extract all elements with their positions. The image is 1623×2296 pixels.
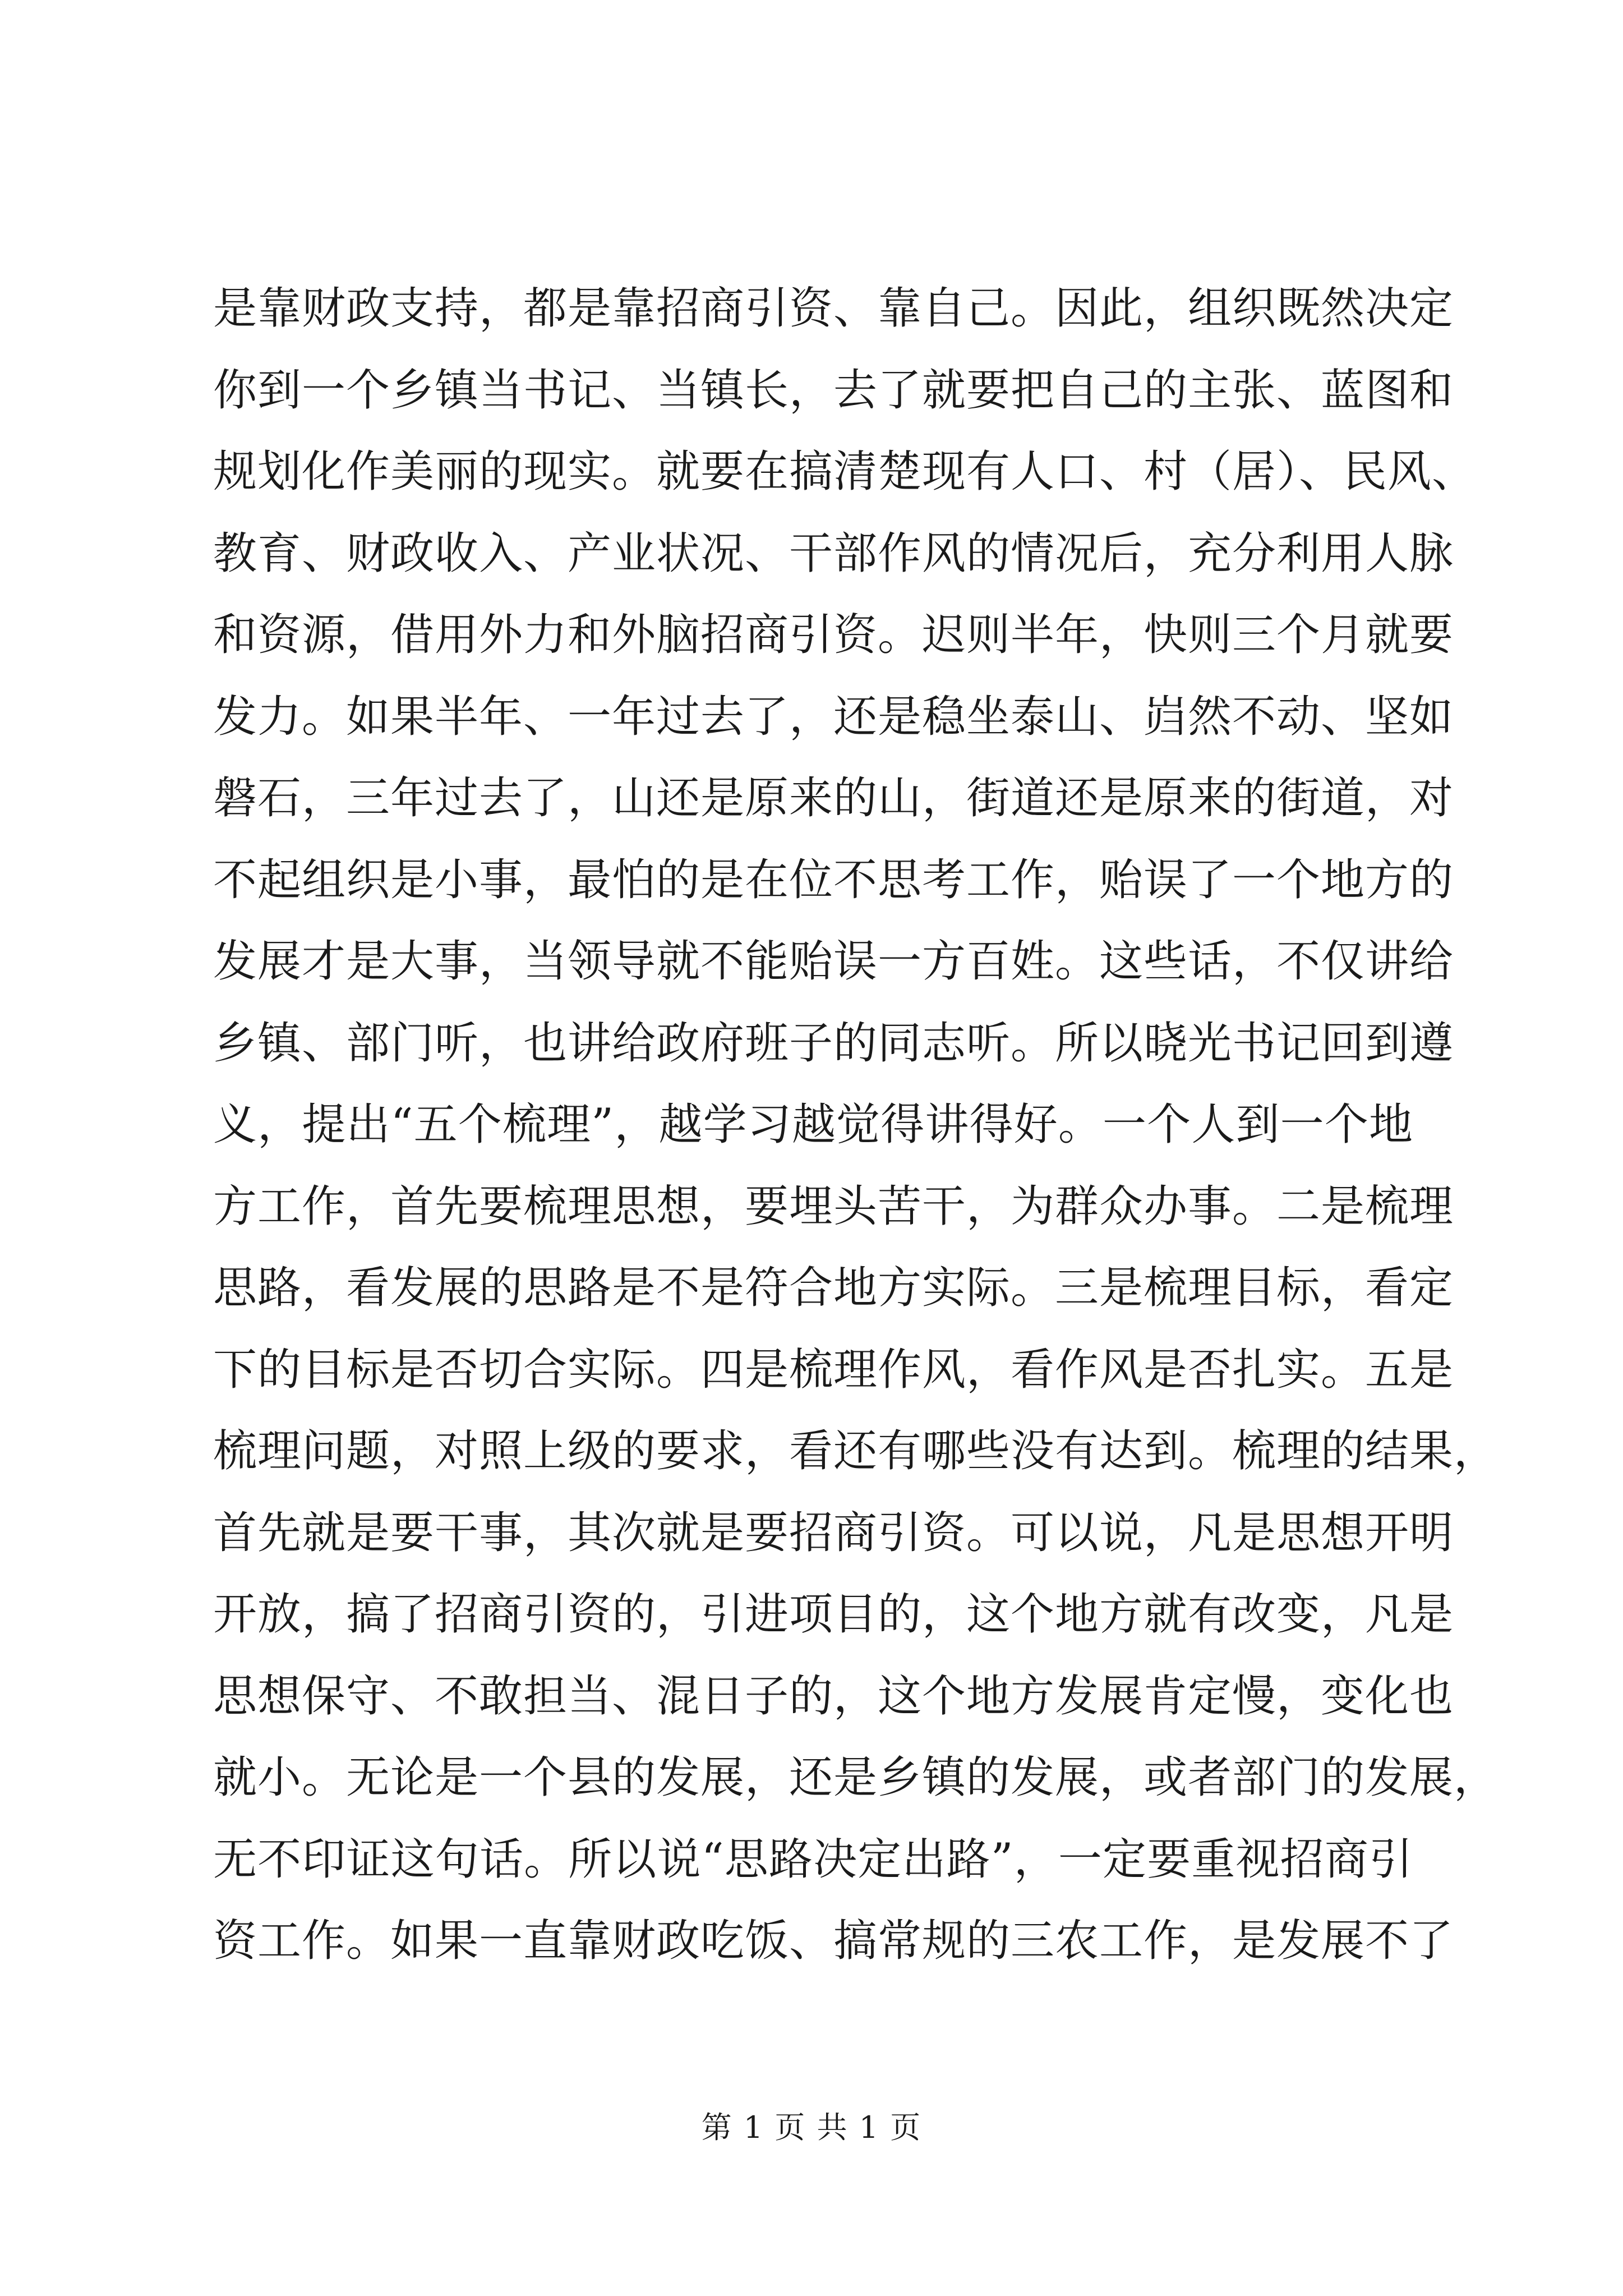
text-line-13: 思路，看发展的思路是不是符合地方实际。三是梳理目标，看定 [213, 1263, 1454, 1313]
page-footer [0, 2108, 1623, 2147]
body-text [213, 268, 1498, 1982]
text-line-20: 无不印证这句话。所以说“思路决定出路”，一定要重视招商引 [213, 1834, 1413, 1885]
text-line-6: 发力。如果半年、一年过去了，还是稳坐泰山、岿然不动、坚如 [213, 691, 1454, 742]
text-line-11: 义，提出“五个梳理”，越学习越觉得讲得好。一个人到一个地 [213, 1099, 1413, 1150]
text-line-8: 不起组织是小事，最怕的是在位不思考工作，贻误了一个地方的 [213, 854, 1454, 905]
text-line-15: 梳理问题，对照上级的要求，看还有哪些没有达到。梳理的结果， [213, 1426, 1498, 1476]
text-line-21: 资工作。如果一直靠财政吃饭、搞常规的三农工作，是发展不了 [213, 1916, 1454, 1966]
text-line-4: 教育、财政收入、产业状况、干部作风的情况后，充分利用人脉 [213, 528, 1454, 579]
text-line-10: 乡镇、部门听，也讲给政府班子的同志听。所以晓光书记回到遵 [213, 1018, 1454, 1069]
text-line-14: 下的目标是否切合实际。四是梳理作风，看作风是否扎实。五是 [213, 1344, 1454, 1395]
text-line-1: 是靠财政支持，都是靠招商引资、靠自己。因此，组织既然决定 [213, 283, 1454, 334]
text-line-2: 你到一个乡镇当书记、当镇长，去了就要把自己的主张、蓝图和 [213, 365, 1454, 416]
text-line-7: 磐石，三年过去了，山还是原来的山，街道还是原来的街道，对 [213, 773, 1454, 823]
text-line-17: 开放，搞了招商引资的，引进项目的，这个地方就有改变，凡是 [213, 1589, 1454, 1640]
text-line-3: 规划化作美丽的现实。就要在搞清楚现有人口、村（居）、民风、 [213, 447, 1477, 497]
text-line-12: 方工作，首先要梳理思想，要埋头苦干，为群众办事。二是梳理 [213, 1181, 1454, 1232]
text-line-19: 就小。无论是一个县的发展，还是乡镇的发展，或者部门的发展， [213, 1752, 1498, 1803]
page-number-label: 第 1 页 共 1 页 [701, 2110, 922, 2145]
text-line-16: 首先就是要干事，其次就是要招商引资。可以说，凡是思想开明 [213, 1507, 1454, 1558]
text-line-9: 发展才是大事，当领导就不能贻误一方百姓。这些话，不仅讲给 [213, 936, 1454, 987]
text-line-18: 思想保守、不敢担当、混日子的，这个地方发展肯定慢，变化也 [213, 1671, 1454, 1722]
text-line-5: 和资源，借用外力和外脑招商引资。迟则半年，快则三个月就要 [213, 610, 1454, 660]
